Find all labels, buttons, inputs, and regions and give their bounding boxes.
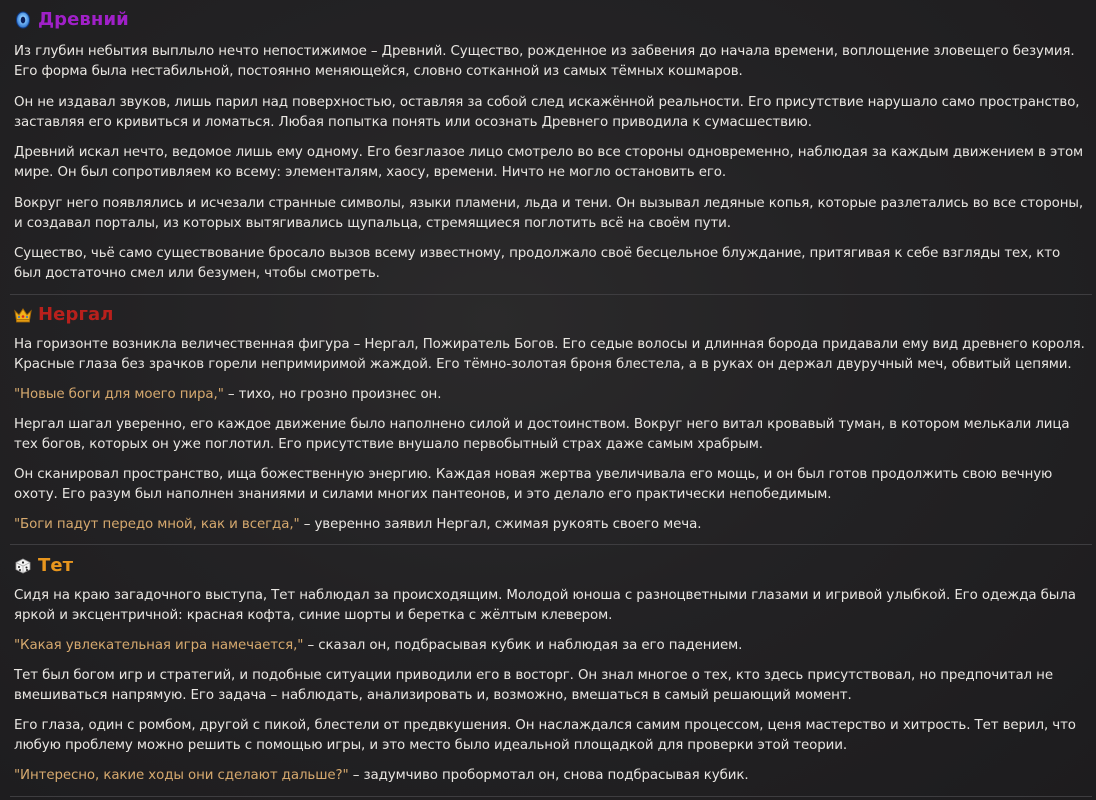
paragraph: Существо, чьё само существование бросало вызов всему известному, продолжало своё бесцельное блуждание, притягивая к себе взгляды тех, кто был достаточно смел или безумен, чтобы смотреть. <box>14 246 1061 281</box>
dialogue-text: – уверенно заявил Нергал, сжимая рукоять своего меча. <box>299 517 702 532</box>
paragraph: На горизонте возникла величественная фигура – Нергал, Пожиратель Богов. Его седые волосы и длинная борода придавали ему вид древнего короля. Красные глаза без зрачков горели непримиримой жаждой. Его тёмно-золотая броня блестела, а в руках он держал двуручный меч, обвитый цепями. <box>14 337 1085 372</box>
section-divider <box>10 544 1092 545</box>
paragraph: Древний искал нечто, ведомое лишь ему одному. Его безглазое лицо смотрело во все стороны одновременно, наблюдая за каждым движением в этом мире. Он был сопротивляем ко всему: элементалям, хаосу, времени. Ничто не могло остановить его. <box>14 145 1084 180</box>
dialogue-quote: "Боги падут передо мной, как и всегда," <box>14 517 300 532</box>
section-title: Древний <box>38 9 129 30</box>
section-divider <box>10 796 1092 797</box>
dialogue-text: – задумчиво пробормотал он, снова подбрасывая кубик. <box>348 768 749 783</box>
dialogue-paragraph <box>14 636 1088 656</box>
dialogue-text: – тихо, но грозно произнес он. <box>223 387 442 402</box>
dialogue-paragraph <box>14 515 1088 535</box>
paragraph: Нергал шагал уверенно, его каждое движение было наполнено силой и достоинством. Вокруг него витал кровавый туман, в котором мелькали лица тех богов, которых он уже поглотил. Его присутствие внушало первобытный страх даже самым храбрым. <box>14 417 1070 452</box>
paragraph: Он не издавал звуков, лишь парил над поверхностью, оставляя за собой след искажённой реальности. Его присутствие нарушало само пространство, заставляя его кривиться и ломаться. Любая попытка понять или осознать Древнего приводила к сумасшествию. <box>14 95 1080 130</box>
section-title: Тет <box>38 555 74 576</box>
section-header-tet <box>14 554 73 578</box>
paragraph: Вокруг него появлялись и исчезали странные символы, языки пламени, льда и тени. Он вызывал ледяные копья, которые разлетались во все стороны, и создавал порталы, из которых вытягивались щупальца, стремящиеся поглотить всё на своём пути. <box>14 196 1083 231</box>
paragraph: Из глубин небытия выплыло нечто непостижимое – Древний. Существо, рожденное из забвения до начала времени, воплощение зловещего безумия. Его форма была нестабильной, постоянно меняющейся, словно сотканной из самых тёмных кошмаров. <box>14 44 1075 79</box>
dice-icon <box>14 557 32 575</box>
section-header-nergal <box>14 303 114 327</box>
dialogue-quote: "Интересно, какие ходы они сделают дальше?" <box>14 768 349 783</box>
section-title: Нергал <box>38 304 114 325</box>
dialogue-paragraph <box>14 385 1088 405</box>
dialogue-text: – сказал он, подбрасывая кубик и наблюдая за его падением. <box>303 638 743 653</box>
paragraph: Его глаза, один с ромбом, другой с пикой, блестели от предвкушения. Он наслаждался самим процессом, ценя мастерство и хитрость. Тет верил, что любую проблему можно решить с помощью игры, и это место было идеальной площадкой для проверки этой теории. <box>14 718 1076 753</box>
crown-icon <box>14 306 32 324</box>
dialogue-paragraph <box>14 766 1088 786</box>
paragraph: Сидя на краю загадочного выступа, Тет наблюдал за происходящим. Молодой юноша с разноцветными глазами и игривой улыбкой. Его одежда была яркой и эксцентричной: красная кофта, синие шорты и беретка с жёлтым клевером. <box>14 588 1076 623</box>
dialogue-quote: "Новые боги для моего пира," <box>14 387 224 402</box>
paragraph: Он сканировал пространство, ища божественную энергию. Каждая новая жертва увеличивала его мощь, и он был готов продолжить свою вечную охоту. Его разум был наполнен знаниями и силами многих пантеонов, и это делало его практически непобедимым. <box>14 467 1053 502</box>
paragraph: Тет был богом игр и стратегий, и подобные ситуации приводили его в восторг. Он знал многое о тех, кто здесь присутствовал, но предпочитал не вмешиваться напрямую. Его задача – наблюдать, анализировать и, возможно, вмешаться в самый решающий момент. <box>14 668 1053 703</box>
blue-gem-icon <box>14 11 32 29</box>
section-divider <box>10 294 1092 295</box>
section-header-ancient <box>14 8 129 32</box>
dialogue-quote: "Какая увлекательная игра намечается," <box>14 638 304 653</box>
